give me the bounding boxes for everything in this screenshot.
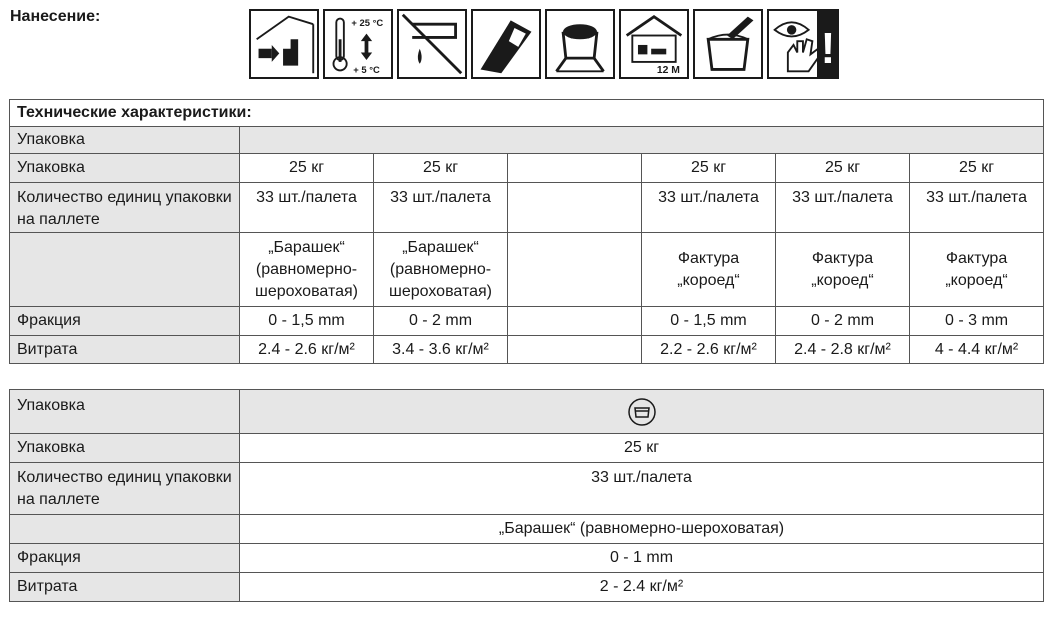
no-wet-surface-icon: [397, 9, 467, 79]
section-heading: Нанесение:: [10, 8, 101, 25]
cell-units: 33 шт./палета: [642, 183, 776, 233]
cell-fraction: 0 - 1,5 mm: [642, 307, 776, 336]
cell-texture: „Барашек“ (равномерно-шероховатая): [374, 233, 508, 307]
cell-weight: 25 кг: [642, 154, 776, 183]
row-label-rate: Витрата: [10, 336, 240, 364]
bucket-package-icon: [627, 397, 657, 427]
row-label-weight: Упаковка: [10, 434, 240, 463]
row-label-fraction: Фракция: [10, 307, 240, 336]
storage-12m-icon: [619, 9, 689, 79]
pack-icons-row: [240, 127, 1044, 154]
cell-fraction: 0 - 2 mm: [776, 307, 910, 336]
cell-fraction: 0 - 2 mm: [374, 307, 508, 336]
table-title: Технические характеристики:: [10, 100, 1044, 127]
warning-icon: [817, 9, 839, 79]
cell-texture: Фактура „короед“: [776, 233, 910, 307]
cell-rate: 3.4 - 3.6 кг/м²: [374, 336, 508, 364]
row-label-weight: Упаковка: [10, 154, 240, 183]
cell-rate: 2 - 2.4 кг/м²: [240, 573, 1044, 602]
storage-text: 12 M: [656, 65, 680, 77]
cell-weight: 25 кг: [776, 154, 910, 183]
water-bucket-icon: [693, 9, 763, 79]
cell-weight: [508, 154, 642, 183]
cell-texture: Фактура „короед“: [910, 233, 1044, 307]
cell-units: 33 шт./палета: [240, 463, 1044, 515]
cell-rate: 4 - 4.4 кг/м²: [910, 336, 1044, 364]
trowel-icon: [471, 9, 541, 79]
mixer-icon: [545, 9, 615, 79]
cell-rate: [508, 336, 642, 364]
tech-characteristics-table: [9, 99, 1044, 364]
cell-weight: 25 кг: [240, 434, 1044, 463]
cell-rate: 2.4 - 2.6 кг/м²: [240, 336, 374, 364]
cell-weight: 25 кг: [240, 154, 374, 183]
row-label-rate: Витрата: [10, 573, 240, 602]
cell-fraction: [508, 307, 642, 336]
cell-rate: 2.4 - 2.8 кг/м²: [776, 336, 910, 364]
cell-rate: 2.2 - 2.6 кг/м²: [642, 336, 776, 364]
row-label-texture: [10, 233, 240, 307]
row-label-pack: Упаковка: [10, 390, 240, 434]
single-product-table: [9, 389, 1044, 602]
row-label-texture: [10, 515, 240, 544]
row-label-units: Количество единиц упаковки на паллете: [10, 463, 240, 515]
temperature-range-icon: [323, 9, 393, 79]
cell-texture: Фактура „короед“: [642, 233, 776, 307]
cell-fraction: 0 - 3 mm: [910, 307, 1044, 336]
row-label-units: Количество единиц упаковки на паллете: [10, 183, 240, 233]
hand-tool-icon: [249, 9, 319, 79]
cell-texture: „Барашек“ (равномерно-шероховатая): [240, 515, 1044, 544]
row-label-fraction: Фракция: [10, 544, 240, 573]
cell-weight: 25 кг: [374, 154, 508, 183]
cell-units: 33 шт./палета: [910, 183, 1044, 233]
row-label-pack: Упаковка: [10, 127, 240, 154]
pack-icon-cell: [240, 390, 1044, 434]
cell-units: 33 шт./палета: [776, 183, 910, 233]
cell-weight: 25 кг: [910, 154, 1044, 183]
cell-units: 33 шт./палета: [240, 183, 374, 233]
cell-fraction: 0 - 1 mm: [240, 544, 1044, 573]
cell-units: 33 шт./палета: [374, 183, 508, 233]
cell-fraction: 0 - 1,5 mm: [240, 307, 374, 336]
temp-low-text: + 5 °C: [353, 64, 380, 76]
cell-units: [508, 183, 642, 233]
cell-texture: [508, 233, 642, 307]
temp-high-text: + 25 °C: [351, 17, 384, 29]
cell-texture: „Барашек“ (равномерно-шероховатая): [240, 233, 374, 307]
warning-mark: !: [820, 24, 836, 73]
